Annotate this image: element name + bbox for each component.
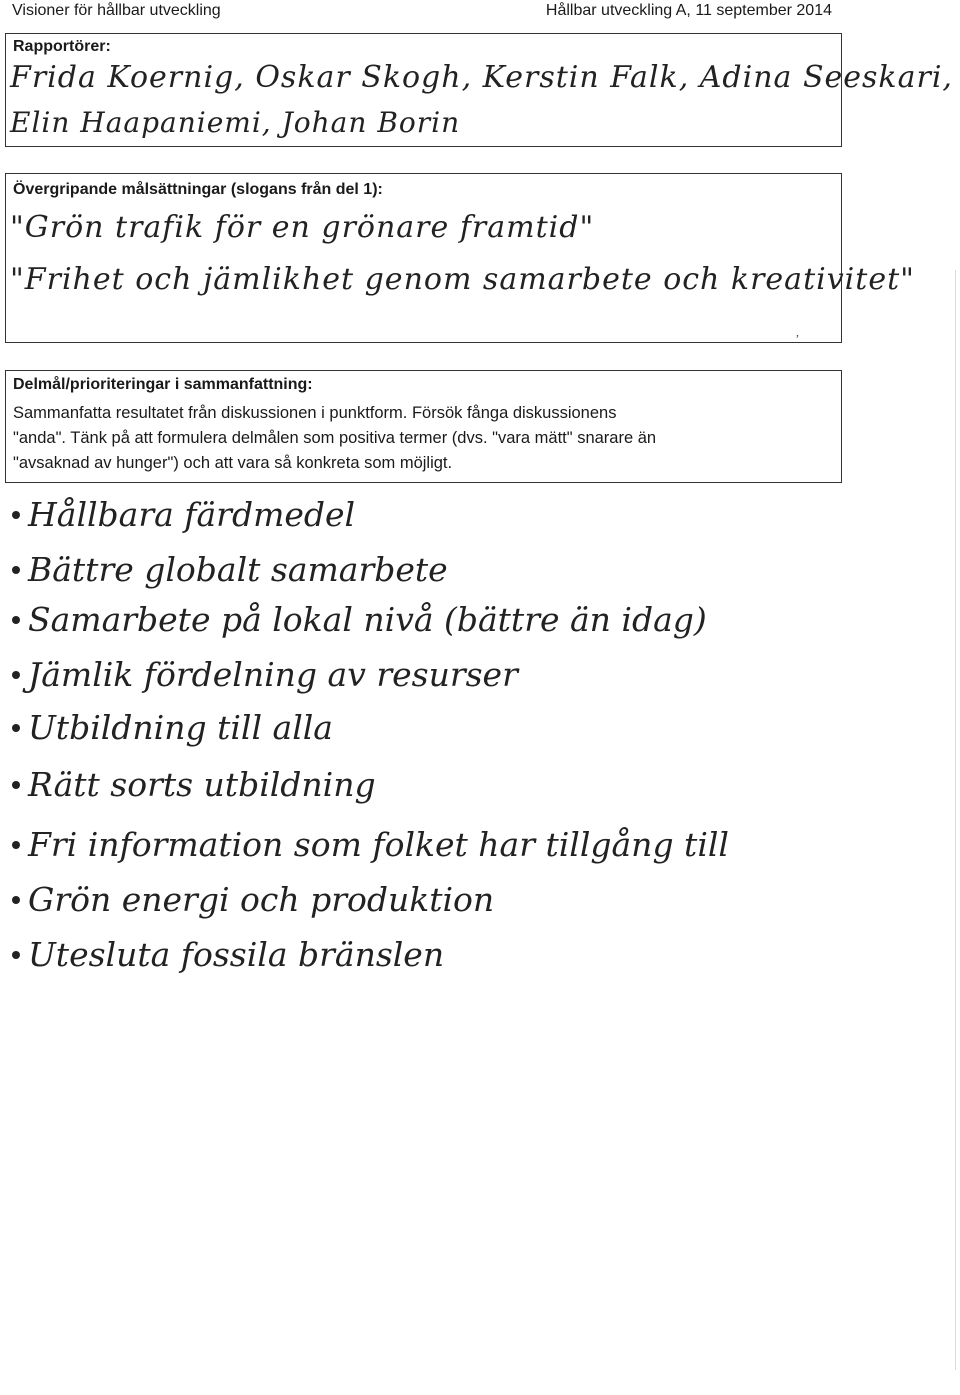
header-course-title: Visioner för hållbar utveckling	[12, 2, 221, 19]
scan-edge-line	[955, 270, 956, 1370]
list-item-text: Samarbete på lokal nivå (bättre än idag)	[28, 600, 707, 639]
list-item	[12, 765, 376, 804]
list-item	[12, 880, 494, 919]
bullet-dot-icon	[12, 841, 20, 849]
header-course-date: Hållbar utveckling A, 11 september 2014	[545, 2, 832, 19]
bullet-dot-icon	[12, 566, 20, 574]
bullet-dot-icon	[12, 616, 20, 624]
list-item	[12, 825, 729, 864]
bullet-dot-icon	[12, 951, 20, 959]
subgoals-label: Delmål/prioriteringar i sammanfattning:	[13, 376, 313, 393]
list-item-text: Grön energi och produktion	[28, 880, 495, 919]
slogan-2: "Frihet och jämlikhet genom samarbete och kreativitet"	[10, 262, 915, 297]
reporters-names-line-1: Frida Koernig, Oskar Skogh, Kerstin Falk, Adina Seeskari,	[10, 60, 953, 95]
list-item-text: Jämlik fördelning av resurser	[28, 655, 518, 694]
bullet-dot-icon	[12, 724, 20, 732]
reporters-names-line-2: Elin Haapaniemi, Johan Borin	[10, 106, 461, 139]
subgoals-instruction-line-2: "anda". Tänk på att formulera delmålen som positiva termer (dvs. "vara mätt" snarare än	[13, 429, 657, 447]
list-item	[12, 600, 707, 639]
bullet-dot-icon	[12, 671, 20, 679]
scan-mark: ,	[796, 325, 799, 339]
slogan-1: "Grön trafik för en grönare framtid"	[10, 210, 595, 245]
goals-box	[5, 173, 915, 343]
list-item-text: Rätt sorts utbildning	[28, 765, 376, 804]
subgoals-instruction-line-1: Sammanfatta resultatet från diskussionen i punktform. Försök fånga diskussionens	[13, 404, 617, 422]
list-item-text: Utesluta fossila bränslen	[28, 935, 445, 974]
subgoals-box	[5, 370, 842, 483]
reporters-box	[5, 33, 953, 147]
list-item	[12, 708, 333, 747]
bullet-dot-icon	[12, 896, 20, 904]
goals-label: Övergripande målsättningar (slogans från del 1):	[13, 181, 383, 198]
reporters-label: Rapportörer:	[13, 38, 111, 55]
bullet-dot-icon	[12, 511, 20, 519]
subgoals-instruction-line-3: "avsaknad av hunger") och att vara så konkreta som möjligt.	[13, 454, 453, 472]
list-item	[12, 655, 518, 694]
list-item-text: Utbildning till alla	[28, 708, 333, 747]
list-item-text: Hållbara färdmedel	[28, 495, 356, 534]
list-item	[12, 935, 444, 974]
bullet-dot-icon	[12, 781, 20, 789]
list-item-text: Bättre globalt samarbete	[28, 550, 448, 589]
list-item-text: Fri information som folket har tillgång till	[28, 825, 729, 864]
list-item	[12, 550, 448, 589]
list-item	[12, 495, 355, 534]
